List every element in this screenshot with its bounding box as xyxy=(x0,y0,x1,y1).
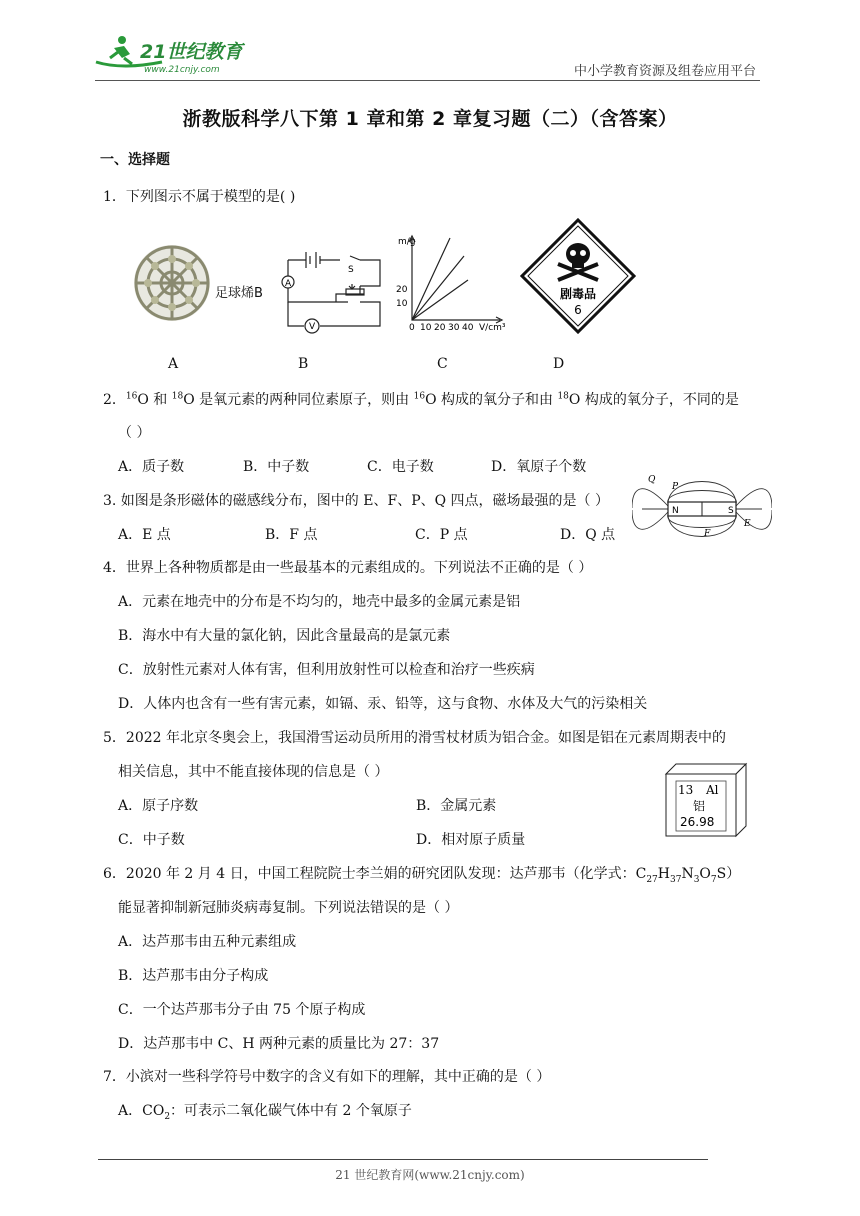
q6-option-c: C．一个达芦那韦分子由 75 个原子构成 xyxy=(118,1002,366,1018)
q1-figure-b-voltmeter: V xyxy=(309,322,316,332)
q4-option-b: B．海水中有大量的氯化钠，因此含量最高的是氯元素 xyxy=(118,628,451,644)
q5-option-a: A．原子序数 xyxy=(118,798,199,814)
q5-atomic-number: 13 xyxy=(678,783,694,797)
q5-option-b: B．金属元素 xyxy=(416,798,497,814)
q7-option-a: A．$CO_2$：可表示二氧化碳气体中有 2 个氧原子 xyxy=(118,1103,412,1122)
q1-figure-d-class: 6 xyxy=(574,303,582,317)
q3-option-b: B．F 点 xyxy=(265,527,318,543)
header-divider xyxy=(95,80,760,81)
q3-point-e: E xyxy=(744,519,751,529)
q3-magnet-figure xyxy=(632,468,772,548)
q1-figure-c-xlabel: V/cm³ xyxy=(479,323,506,333)
q1-figure-c-xtick: 10 xyxy=(420,323,432,333)
q1-figure-c-ylabel: m/g xyxy=(398,237,416,247)
q5-atomic-mass: 26.98 xyxy=(680,815,715,829)
q1-figure-c-xtick: 30 xyxy=(448,323,460,333)
footer-text: 21 世纪教育网(www.21cnjy.com) xyxy=(335,1168,525,1182)
q3-option-a: A．E 点 xyxy=(118,527,171,543)
q1-stem: 1．下列图示不属于模型的是( ) xyxy=(103,189,296,205)
q1-figure-d xyxy=(520,218,636,334)
page-title: 浙教版科学八下第 1 章和第 2 章复习题（二）（含答案） xyxy=(182,108,678,130)
q1-figure-a-label: 足球烯B xyxy=(215,286,263,301)
q3-north-pole: N xyxy=(672,506,679,516)
q2-option-c: C．电子数 xyxy=(367,459,434,475)
q1-figure-c-xtick: 40 xyxy=(462,323,474,333)
logo-url: www.21cnjy.com xyxy=(144,65,220,75)
q4-option-d: D．人体内也含有一些有害元素，如镉、汞、铅等，这与食物、水体及大气的污染相关 xyxy=(118,696,648,712)
q3-point-q: Q xyxy=(648,475,656,485)
q1-label-c: C xyxy=(437,356,448,372)
q2-stem: 2．$^{16}$O 和 $^{18}$O 是氧元素的两种同位素原子，则由 $^{16}$O 构成的氧分子和由 $^{18}$O 构成的氧分子，不同的是 xyxy=(103,391,739,408)
q1-figure-b-ammeter: A xyxy=(285,279,292,289)
q5-element-name: 铝 xyxy=(693,799,706,813)
q3-south-pole: S xyxy=(728,506,734,516)
q1-label-a: A xyxy=(168,356,179,372)
q5-element-card xyxy=(664,762,748,838)
q6-stem-line2: 能显著抑制新冠肺炎病毒复制。下列说法错误的是（ ） xyxy=(118,900,459,916)
q3-option-c: C．P 点 xyxy=(415,527,468,543)
logo xyxy=(92,32,262,80)
q4-option-a: A．元素在地壳中的分布是不均匀的，地壳中最多的金属元素是铝 xyxy=(118,594,521,610)
q1-figure-c-ytick: 10 xyxy=(396,299,408,309)
q1-figure-d-label: 剧毒品 xyxy=(559,287,597,301)
q5-stem-line1: 5．2022 年北京冬奥会上，我国滑雪运动员所用的滑雪杖材质为铝合金。如图是铝在元素周期表中的 xyxy=(103,730,726,746)
q1-figure-c-xtick: 20 xyxy=(434,323,446,333)
q5-option-c: C．中子数 xyxy=(118,832,185,848)
q1-figure-b xyxy=(276,244,386,334)
q1-label-d: D xyxy=(553,356,565,372)
q1-figure-a xyxy=(130,238,270,328)
q7-stem: 7．小滨对一些科学符号中数字的含义有如下的理解，其中正确的是（ ） xyxy=(103,1069,551,1085)
q1-figure-c-xtick: 0 xyxy=(409,323,415,333)
q2-option-d: D．氧原子个数 xyxy=(491,459,587,475)
q3-stem: 3. 如图是条形磁体的磁感线分布，图中的 E、F、P、Q 四点，磁场最强的是（ ） xyxy=(103,493,609,509)
q3-point-p: P xyxy=(672,482,679,492)
q6-option-b: B．达芦那韦由分子构成 xyxy=(118,968,269,984)
logo-text: 21世纪教育 xyxy=(140,41,243,63)
q5-element-symbol: Al xyxy=(706,783,719,797)
q2-option-b: B．中子数 xyxy=(243,459,310,475)
section-heading: 一、选择题 xyxy=(100,152,170,168)
q4-option-c: C．放射性元素对人体有害，但利用放射性可以检查和治疗一些疾病 xyxy=(118,662,535,678)
q1-figure-c xyxy=(390,232,520,334)
q6-option-d: D．达芦那韦中 C、H 两种元素的质量比为 27：37 xyxy=(118,1036,440,1052)
q4-stem: 4．世界上各种物质都是由一些最基本的元素组成的。下列说法不正确的是（ ） xyxy=(103,560,593,576)
q1-figure-b-switch: S xyxy=(348,265,354,275)
q5-stem-line2: 相关信息，其中不能直接体现的信息是（ ） xyxy=(118,764,389,780)
q2-option-a: A．质子数 xyxy=(118,459,185,475)
header-platform-text: 中小学教育资源及组卷应用平台 xyxy=(573,64,756,79)
q3-point-f: F xyxy=(704,529,711,539)
q6-option-a: A．达芦那韦由五种元素组成 xyxy=(118,934,297,950)
q5-option-d: D．相对原子质量 xyxy=(416,832,526,848)
q3-option-d: D．Q 点 xyxy=(560,527,616,543)
q6-stem-line1: 6．2020 年 2 月 4 日，中国工程院院士李兰娟的研究团队发现：达芦那韦（化学式：$C_{27}H_{37}N_3O_7S$） xyxy=(103,866,741,885)
q1-figure-c-ytick: 20 xyxy=(396,285,408,295)
footer-divider xyxy=(98,1159,708,1160)
q1-label-b: B xyxy=(298,356,309,372)
q2-answer-paren: （ ） xyxy=(118,425,151,441)
